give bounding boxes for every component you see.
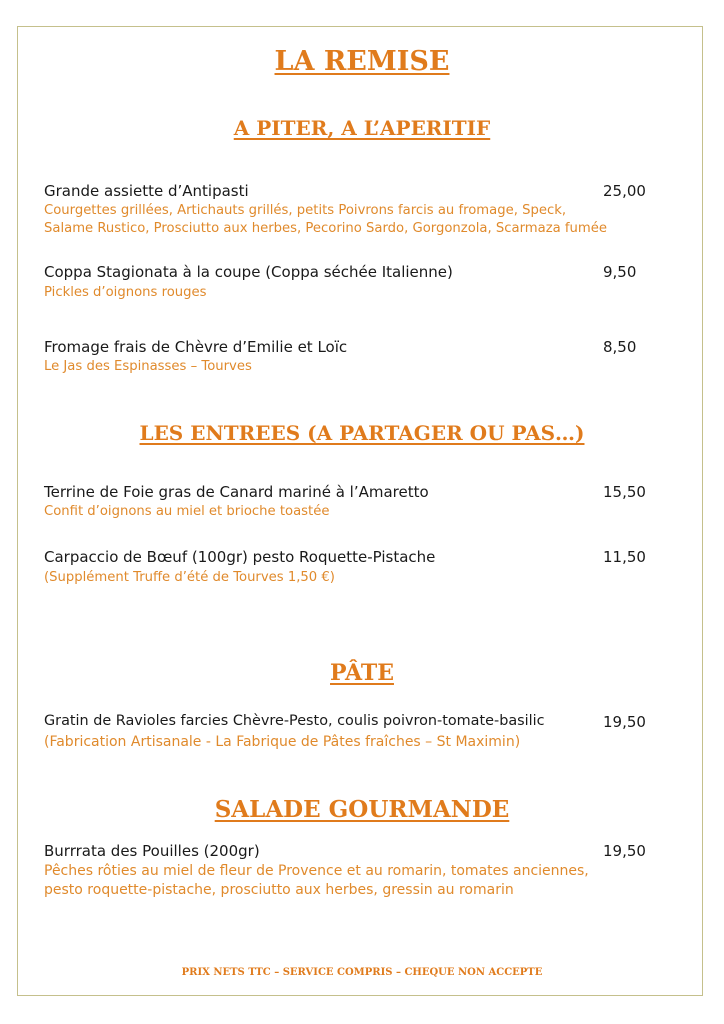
item-price: 11,50 <box>603 548 646 566</box>
footer-note: PRIX NETS TTC – SERVICE COMPRIS – CHEQUE NON ACCEPTE <box>181 967 543 978</box>
item-price: 8,50 <box>603 338 637 356</box>
item-description <box>44 284 664 302</box>
description-line: Le Jas des Espinasses – Tourves <box>44 359 252 374</box>
item-price: 19,50 <box>603 842 646 860</box>
item-description <box>44 862 664 900</box>
item-description <box>44 569 664 587</box>
restaurant-name: LA REMISE <box>274 46 450 77</box>
description-line: (Fabrication Artisanale - La Fabrique de Pâtes fraîches – St Maximin) <box>44 734 521 750</box>
item-price: 9,50 <box>603 263 637 281</box>
item-description <box>44 503 664 521</box>
item-price: 19,50 <box>603 713 646 731</box>
description-line: Confit d’oignons au miel et brioche toastée <box>44 504 330 519</box>
item-price: 25,00 <box>603 182 646 200</box>
item-name: Grande assiette d’Antipasti <box>44 182 249 200</box>
item-price: 15,50 <box>603 483 646 501</box>
description-line: Pêches rôties au miel de fleur de Provence et au romarin, tomates anciennes, <box>44 863 589 879</box>
description-line: Courgettes grillées, Artichauts grillés, petits Poivrons farcis au fromage, Speck, <box>44 203 567 218</box>
section-title-aperitif: A PITER, A L’APERITIF <box>233 116 491 140</box>
item-name: Carpaccio de Bœuf (100gr) pesto Roquette-Pistache <box>44 548 436 566</box>
item-name: Gratin de Ravioles farcies Chèvre-Pesto, coulis poivron-tomate-basilic <box>44 713 545 729</box>
item-name: Burrrata des Pouilles (200gr) <box>44 842 260 860</box>
item-name: Terrine de Foie gras de Canard mariné à l’Amaretto <box>44 483 429 501</box>
item-description <box>44 733 664 751</box>
section-title-pate: PÂTE <box>330 660 394 686</box>
description-line: pesto roquette-pistache, prosciutto aux herbes, gressin au romarin <box>44 882 514 898</box>
item-description <box>44 358 664 376</box>
description-line: (Supplément Truffe d’été de Tourves 1,50 €) <box>44 570 335 585</box>
section-title-entrees: LES ENTREES (A PARTAGER OU PAS…) <box>139 421 585 445</box>
section-title-salade: SALADE GOURMANDE <box>214 796 510 823</box>
item-name: Fromage frais de Chèvre d’Emilie et Loïc <box>44 338 348 356</box>
description-line: Salame Rustico, Prosciutto aux herbes, Pecorino Sardo, Gorgonzola, Scarmaza fumée <box>44 221 607 236</box>
item-description <box>44 202 664 238</box>
description-line: Pickles d’oignons rouges <box>44 285 207 300</box>
item-name: Coppa Stagionata à la coupe (Coppa séchée Italienne) <box>44 263 453 281</box>
